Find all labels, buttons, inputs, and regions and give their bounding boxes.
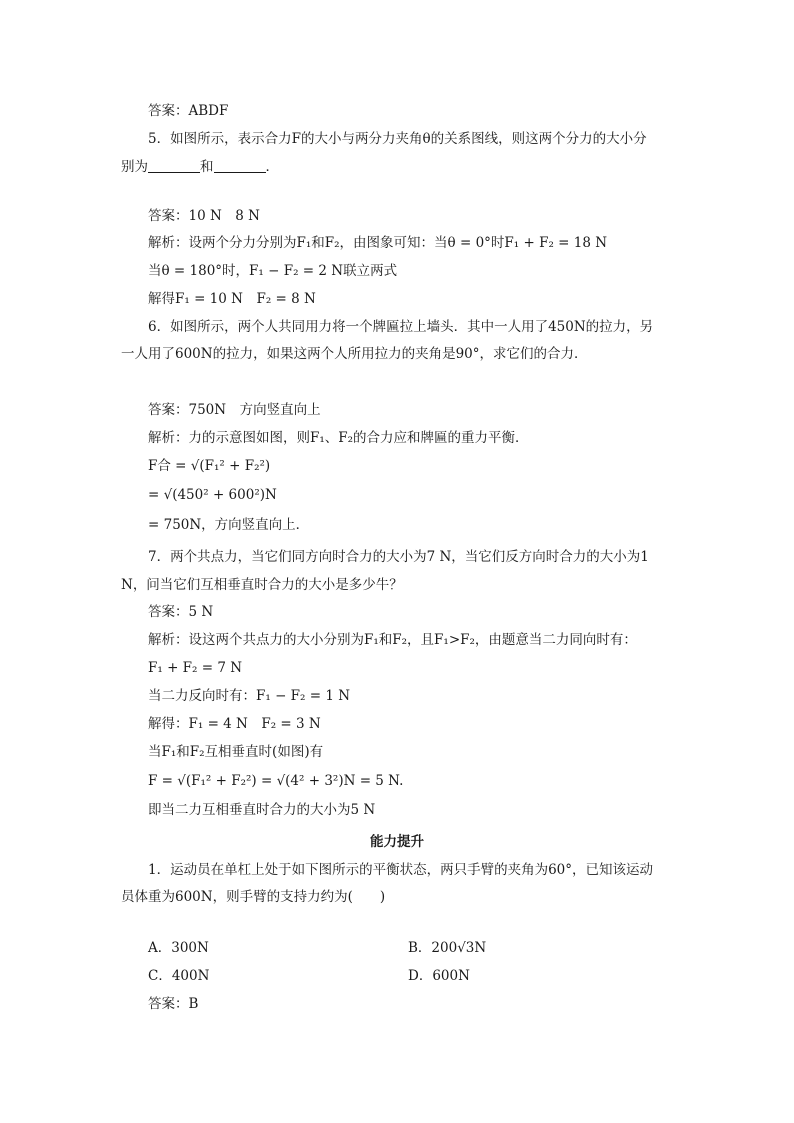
section-heading: 能力提升 xyxy=(370,834,424,850)
solution-7-line-5: 当F₁和F₂互相垂直时(如图)有 xyxy=(148,744,324,760)
question-7-line-2: N，问当它们互相垂直时合力的大小是多少牛？ xyxy=(121,577,403,593)
problem-1-line-1: 1．运动员在单杠上处于如下图所示的平衡状态，两只手臂的夹角为60°，已知该运动 xyxy=(148,862,654,878)
problem-1-line-2: 员体重为600N，则手臂的支持力约为( ) xyxy=(121,889,386,905)
answer-blank-2 xyxy=(214,158,266,173)
question-5-line-1: 5．如图所示，表示合力F的大小与两分力夹角θ的关系图线，则这两个分力的大小分 xyxy=(148,131,647,147)
answer-7: 答案：5 N xyxy=(148,604,214,620)
solution-7-line-6: F = √(F₁² + F₂²) = √(4² + 3²)N = 5 N. xyxy=(148,773,404,789)
solution-6-line-1: 解析：力的示意图如图，则F₁、F₂的合力应和牌匾的重力平衡． xyxy=(148,430,529,446)
question-7-line-1: 7．两个共点力，当它们同方向时合力的大小为7 N，当它们反方向时合力的大小为1 xyxy=(148,549,649,565)
solution-5-line-2: 当θ = 180°时，F₁ − F₂ = 2 N联立两式 xyxy=(148,263,398,279)
solution-7-line-1: 解析：设这两个共点力的大小分别为F₁和F₂，且F₁>F₂，由题意当二力同向时有： xyxy=(148,632,637,648)
question-6-line-1: 6．如图所示，两个人共同用力将一个牌匾拉上墙头．其中一人用了450N的拉力，另 xyxy=(148,319,654,335)
option-d: D．600N xyxy=(408,968,470,984)
answer-blank-1 xyxy=(148,158,200,173)
option-b: B．200√3N xyxy=(408,940,487,956)
question-5-line-2 xyxy=(121,157,279,177)
question-5-and: 和 xyxy=(200,159,214,175)
question-5-prefix: 别为 xyxy=(121,159,148,175)
answer-5: 答案：10 N 8 N xyxy=(148,208,260,224)
question-6-line-2: 一人用了600N的拉力，如果这两个人所用拉力的夹角是90°，求它们的合力． xyxy=(121,346,588,362)
option-c: C．400N xyxy=(148,968,210,984)
answer-problem-1: 答案：B xyxy=(148,996,199,1012)
answer-previous: 答案：ABDF xyxy=(148,103,229,119)
option-a: A．300N xyxy=(148,940,209,956)
solution-7-line-4: 解得：F₁ = 4 N F₂ = 3 N xyxy=(148,716,321,732)
solution-7-line-3: 当二力反向时有：F₁ − F₂ = 1 N xyxy=(148,688,351,704)
answer-6: 答案：750N 方向竖直向上 xyxy=(148,402,321,418)
solution-5-line-1: 解析：设两个分力分别为F₁和F₂，由图象可知：当θ = 0°时F₁ + F₂ = 18 N xyxy=(148,235,608,251)
solution-7-line-2: F₁ + F₂ = 7 N xyxy=(148,660,243,676)
question-5-end: ． xyxy=(265,159,279,175)
solution-5-line-3: 解得F₁ = 10 N F₂ = 8 N xyxy=(148,291,316,307)
solution-6-formula-2: = √(450² + 600²)N xyxy=(148,487,277,503)
solution-6-formula-3: = 750N，方向竖直向上． xyxy=(148,517,310,533)
solution-6-formula-1: F合 = √(F₁² + F₂²) xyxy=(148,458,271,474)
solution-7-line-7: 即当二力互相垂直时合力的大小为5 N xyxy=(148,802,376,818)
